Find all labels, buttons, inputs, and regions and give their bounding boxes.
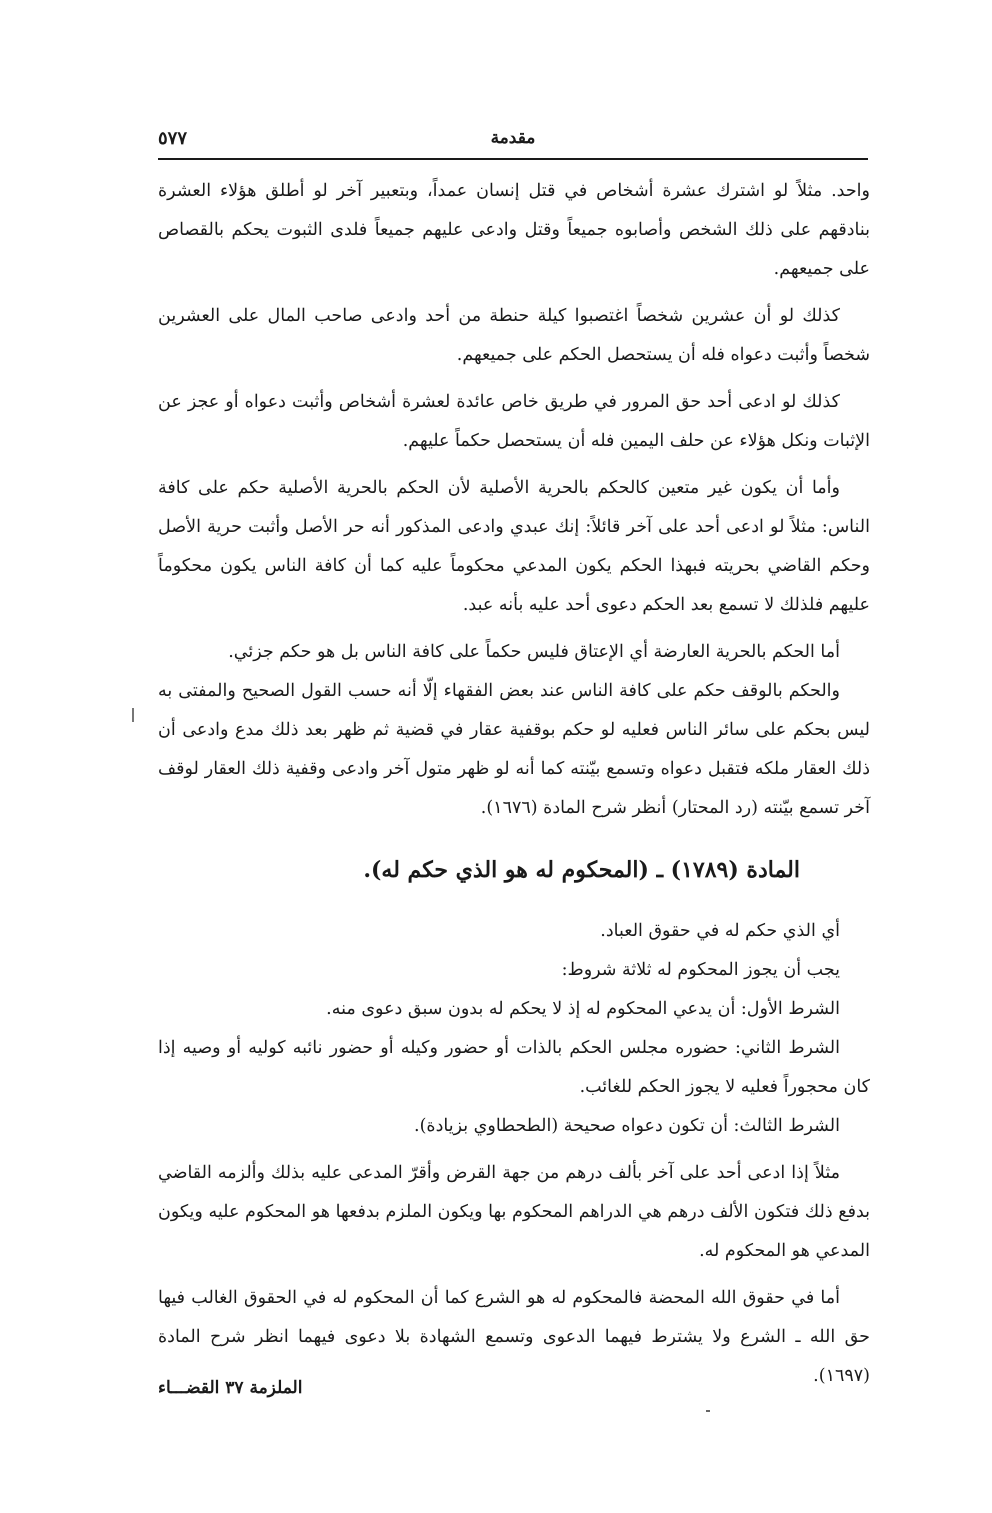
paragraph: مثلاً إذا ادعى أحد على آخر بألف درهم من جهة القرض وأقرّ المدعى عليه بذلك وألزمه القاضي بدفع ذلك فتكون الألف درهم هي الدراهم المحكوم بها ويكون الملزم بدفعها هو المحكوم عليه ويكون المدعي هو المحكوم له. bbox=[158, 1163, 870, 1261]
paragraph: واحد. مثلاً لو اشترك عشرة أشخاص في قتل إنسان عمداً، وبتعبير آخر لو أطلق هؤلاء العشرة بنادقهم على ذلك الشخص وأصابوه جميعاً وقتل وادعى عليهم جميعاً فلدى الثبوت يحكم بالقصاص على جميعهم. bbox=[158, 181, 870, 279]
article-line: الشرط الثاني: حضوره مجلس الحكم بالذات أو حضور وكيله أو حضور نائبه كوليه أو وصيه إذا كان محجوراً فعليه لا يجوز الحكم للغائب. bbox=[158, 1038, 870, 1097]
running-title: مقدمة bbox=[490, 128, 536, 148]
paragraph: كذلك لو أن عشرين شخصاً اغتصبوا كيلة حنطة من أحد وادعى صاحب المال على العشرين شخصاً وأثبت دعواه فله أن يستحصل الحكم على جميعهم. bbox=[158, 306, 870, 365]
scan-speck bbox=[706, 1410, 710, 1412]
page-header bbox=[158, 128, 868, 154]
article-heading: المادة (١٧٨٩) ـ (المحكوم له هو الذي حكم له). bbox=[363, 857, 800, 883]
paragraph: أما الحكم بالحرية العارضة أي الإعتاق فليس حكماً على كافة الناس بل هو حكم جزئي. bbox=[228, 642, 840, 662]
margin-mark bbox=[132, 708, 134, 722]
page-number: ٥٧٧ bbox=[158, 128, 188, 149]
paragraph: والحكم بالوقف حكم على كافة الناس عند بعض الفقهاء إلّا أنه حسب القول الصحيح والمفتى به ليس بحكم على سائر الناس فعليه لو حكم بوقفية عقار في قضية ثم ظهر بعد ذلك مدع وادعى أن ذلك العقار ملكه فتقبل دعواه وتسمع بيّنته كما أنه لو ظهر متول آخر وادعى وقفية ذلك العقار لوقف آخر تسمع بيّنته (رد المحتار) أنظر شرح المادة (١٦٧٦). bbox=[158, 681, 870, 818]
article-line: الشرط الأول: أن يدعي المحكوم له إذ لا يحكم له بدون سبق دعوى منه. bbox=[326, 999, 840, 1019]
article-line: الشرط الثالث: أن تكون دعواه صحيحة (الطحطاوي بزيادة). bbox=[414, 1116, 840, 1136]
page-body bbox=[158, 172, 870, 1404]
article-line: أي الذي حكم له في حقوق العباد. bbox=[600, 921, 840, 941]
paragraph: أما في حقوق الله المحضة فالمحكوم له هو الشرع كما أن المحكوم له في الحقوق الغالب فيها حق الله ـ الشرع ولا يشترط فيهما الدعوى وتسمع الشهادة بلا دعوى فيهما انظر شرح المادة (١٦٩٧). bbox=[158, 1288, 870, 1386]
paragraph: وأما أن يكون غير متعين كالحكم بالحرية الأصلية لأن الحكم بالحرية الأصلية حكم على كافة الناس: مثلاً لو ادعى أحد على آخر قائلاً: إنك عبدي وادعى المذكور أنه حر الأصل وأثبت حرية الأصل وحكم القاضي بحريته فبهذا الحكم يكون المدعي محكوماً عليه كما أن كافة الناس يكون محكوماً عليهم فلذلك لا تسمع بعد الحكم دعوى أحد عليه بأنه عبد. bbox=[158, 478, 870, 615]
paragraph: كذلك لو ادعى أحد حق المرور في طريق خاص عائدة لعشرة أشخاص وأثبت دعواه أو عجز عن الإثبات ونكل هؤلاء عن حلف اليمين فله أن يستحصل حكماً عليهم. bbox=[158, 392, 870, 451]
article-line: يجب أن يجوز المحكوم له ثلاثة شروط: bbox=[561, 960, 840, 980]
header-rule bbox=[158, 158, 868, 160]
signature-mark: الملزمة ٣٧ القضـــاء bbox=[158, 1378, 303, 1398]
